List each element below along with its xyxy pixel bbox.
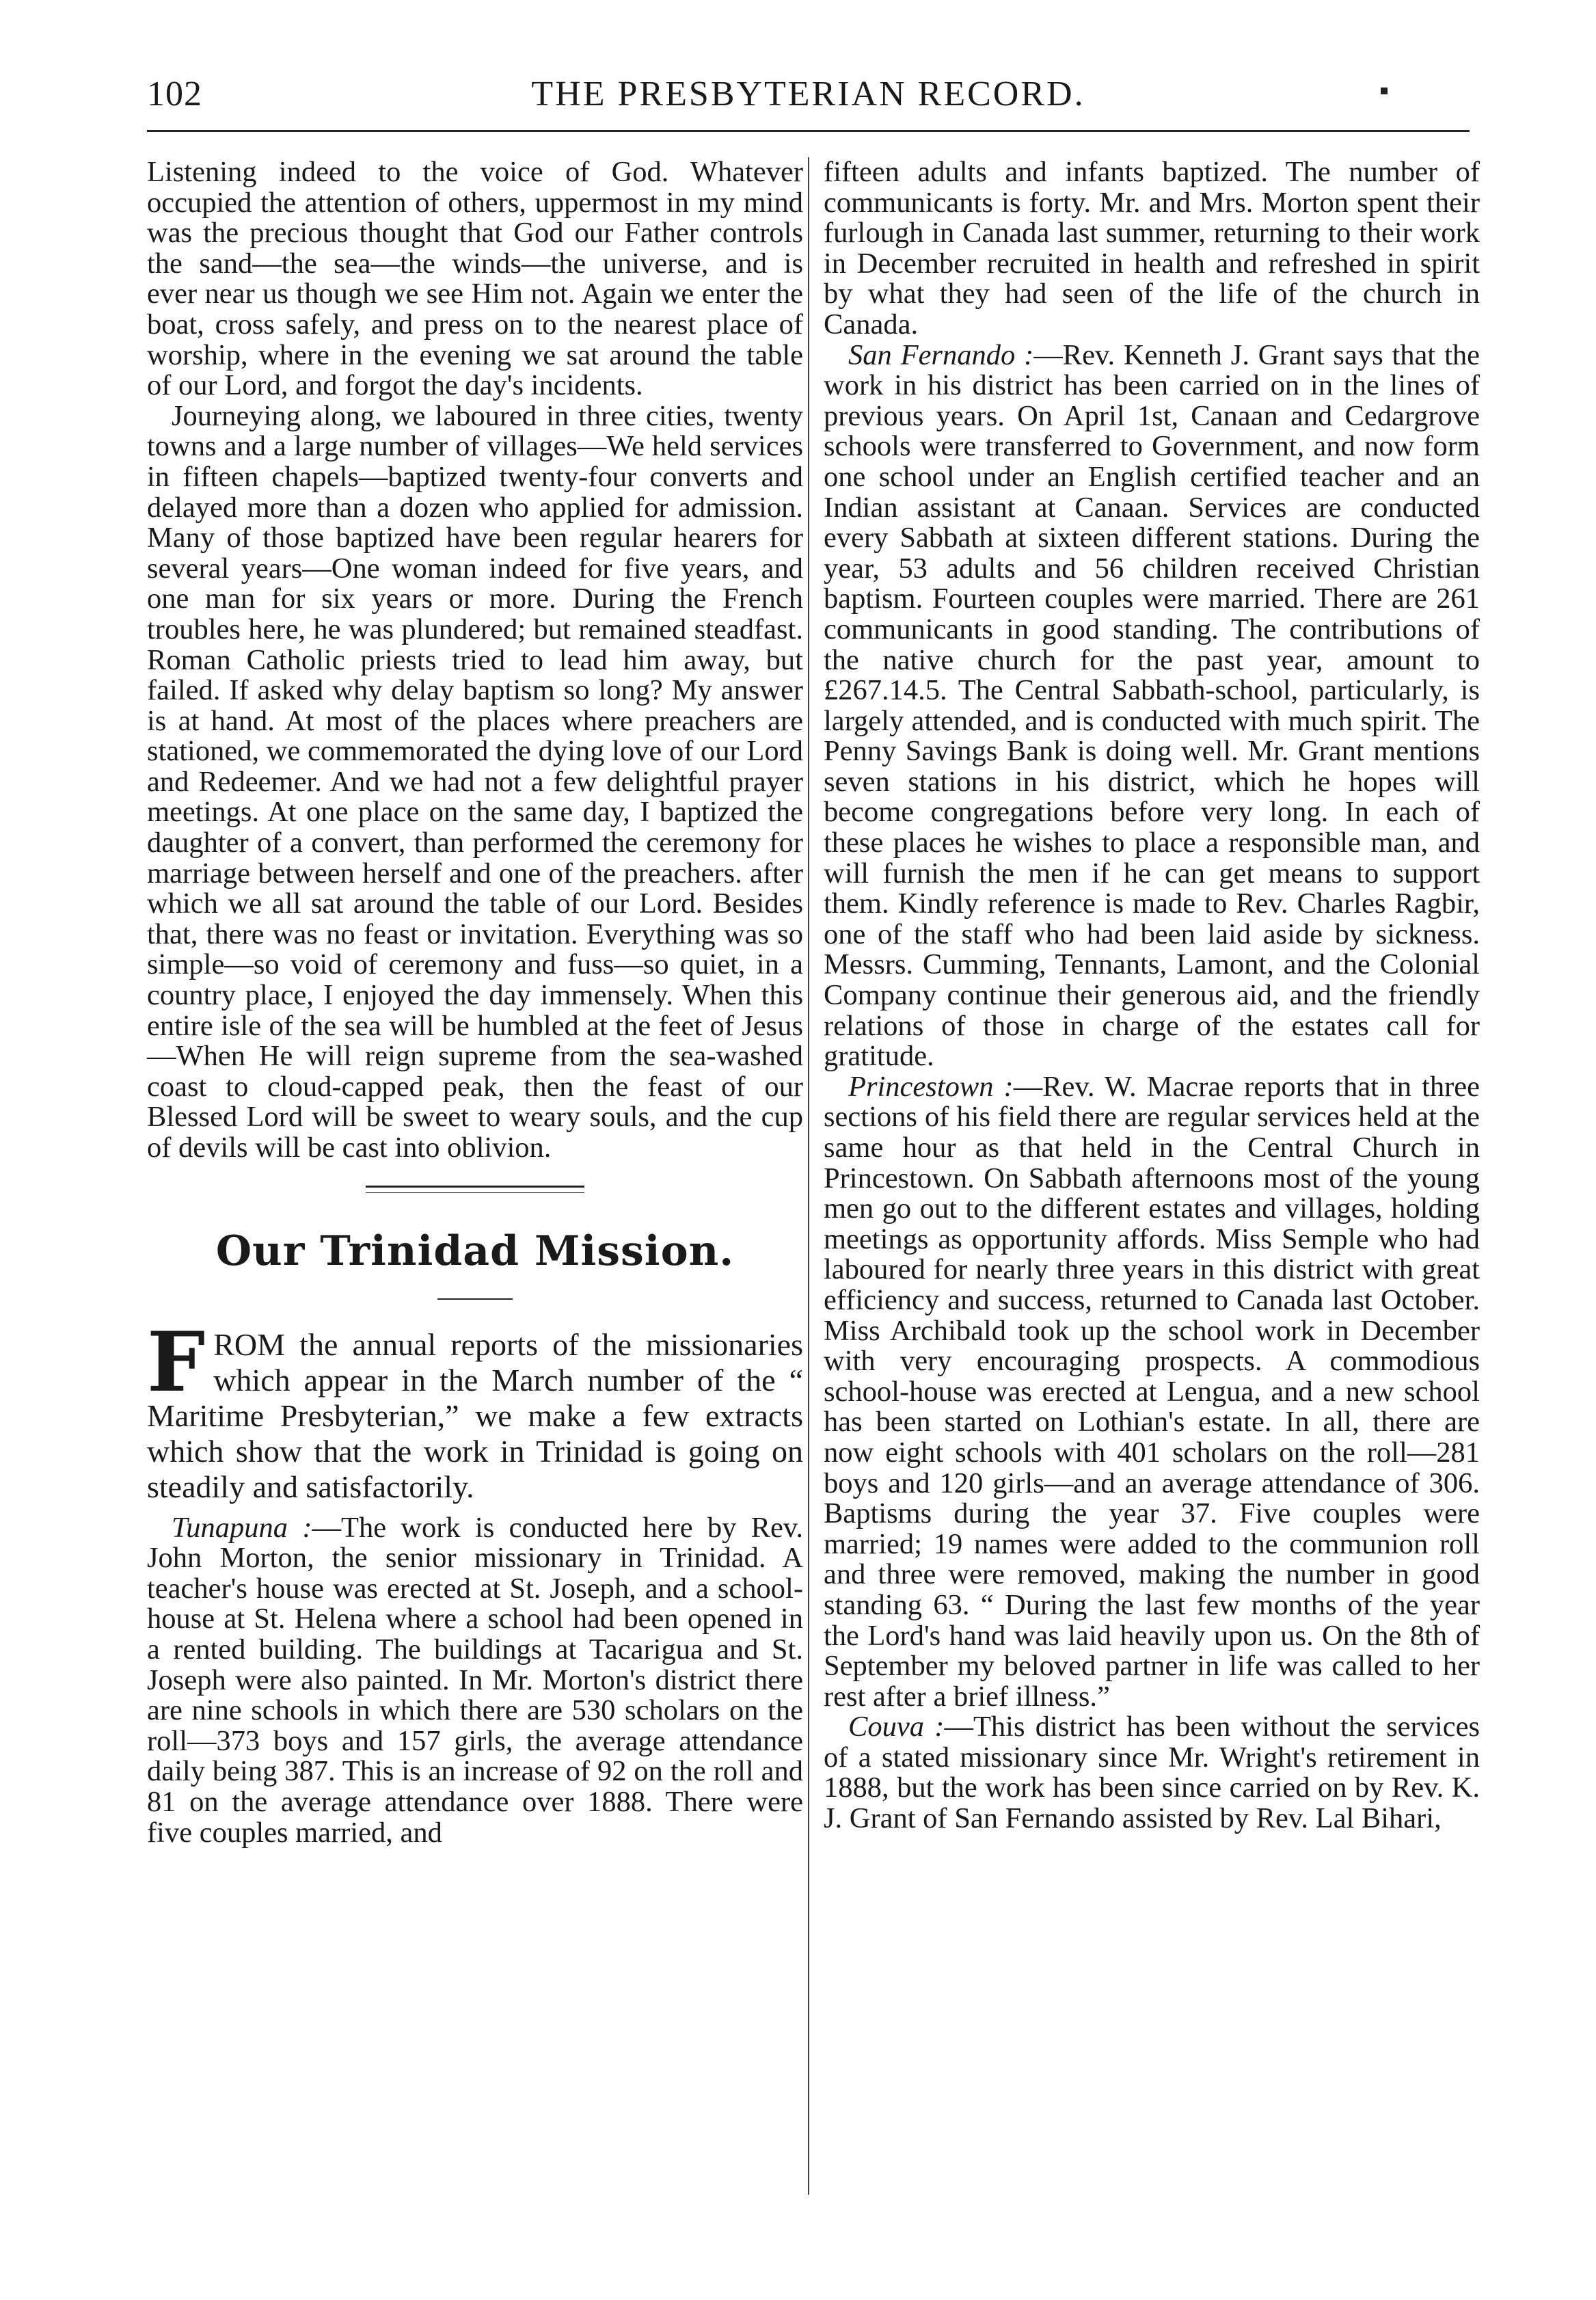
princestown-text: —Rev. W. Macrae reports that in three sections of his field there are regular services held at the same hour as that held in the Central Church in Princestown. On Sabbath afternoons most of the young men go out to the different estates and villages, holding meetings as opportunity affords. Miss Semple who had laboured for nearly three years in this district with great efficiency and success, returned to Canada last October. Miss Archibald took up the school work in December with very encouraging prospects. A commodious school-house was erected at Lengua, and a new school has been started on Lothian's estate. In all, there are now eight schools with 401 scholars on the roll—281 boys and 120 girls—and an average attendance of 306. Baptisms during the year 37. Five couples were married; 19 names were added to the communion roll and three were removed, making the number in good standing 63. “ During the last few months of the year the Lord's hand was laid heavily upon us. On the 8th of September my beloved partner in life was called to her rest after a brief illness.” <box>824 1070 1480 1713</box>
couva-text: —This district has been without the services of a stated missionary since Mr. Wright's retirement in 1888, but the work has been since carried on by Rev. K. J. Grant of San Fernando assisted by Rev. Lal Bihari, <box>824 1711 1480 1835</box>
drop-cap: F <box>147 1313 206 1410</box>
right-column <box>824 157 1480 1834</box>
section-divider <box>366 1186 584 1193</box>
paragraph-princestown <box>824 1072 1480 1712</box>
tunapuna-text: —The work is conducted here by Rev. John Morton, the senior missionary in Trinidad. A teacher's house was erected at St. Joseph, and a school-house at St. Helena where a school had been opened in a rented building. The buildings at Tacarigua and St. Joseph were also painted. In Mr. Morton's district there are nine schools in which there are 530 scholars on the roll—373 boys and 157 girls, the average attendance daily being 387. This is an increase of 92 on the roll and 81 on the average attendance over 1888. There were five couples married, and <box>147 1511 804 1849</box>
page-number: 102 <box>147 75 202 113</box>
page-header <box>147 68 1470 132</box>
journal-title: THE PRESBYTERIAN RECORD. <box>531 75 1085 113</box>
paragraph-journeying: Journeying along, we laboured in three cities, twenty towns and a large number of villages—We held services in fifteen chapels—baptized twenty-four converts and delayed more than a dozen who applied for admission. Many of those baptized have been regular hearers for several years—One woman indeed for five years, and one man for six years or more. During the French troubles here, he was plundered; but remained steadfast. Roman Catholic priests tried to lead him away, but failed. If asked why delay baptism so long? My answer is at hand. At most of the places where preachers are stationed, we commemorated the dying love of our Lord and Redeemer. And we had not a few delightful prayer meetings. At one place on the same day, I baptized the daughter of a convert, than performed the ceremony for marriage between herself and one of the preachers. after which we all sat around the table of our Lord. Besides that, there was no feast or invitation. Everything was so simple—so void of ceremony and fuss—so quiet, in a country place, I enjoyed the day immensely. When this entire isle of the sea will be humbled at the feet of Jesus—When He will reign supreme from the sea-washed coast to cloud-capped peak, then the feast of our Blessed Lord will be sweet to weary souls, and the cup of devils will be cast into oblivion. <box>147 399 803 1164</box>
morton-text-b: Mr. and Mrs. Morton spent their furlough in Canada last summer, returning to their work in December recruited in health and refreshed in spirit by what they had seen of the life of the church in Canada. <box>824 186 1480 340</box>
station-label-couva: Couva : <box>848 1711 945 1743</box>
paragraph-tunapuna <box>147 1513 803 1849</box>
paragraph-san-fernando <box>824 340 1480 1072</box>
intro-body: the annual reports of the missionaries which appear in the March number of the “ Maritime Presbyterian,” we make a few extracts which show that the work in Trinidad is going on steadily and satisfactorily. <box>147 1326 803 1504</box>
station-label-tunapuna: Tunapuna : <box>172 1511 312 1544</box>
column-divider <box>808 157 809 2195</box>
paragraph-morton-continued <box>824 157 1480 340</box>
intro-lead-word: ROM <box>213 1326 286 1362</box>
san-fernando-text: —Rev. Kenneth J. Grant says that the work in his district has been carried on in the lines of previous years. On April 1st, Canaan and Cedargrove schools were transferred to Government, and now form one school under an English certified teacher and an Indian assistant at Canaan. Services are conducted every Sabbath at sixteen different stations. During the year, 53 adults and 56 children received Christian baptism. Fourteen couples were married. There are 261 communicants in good standing. The contributions of the native church for the past year, amount to £267.14.5. The Central Sabbath-school, particularly, is largely attended, and is conducted with much spirit. The Penny Savings Bank is doing well. Mr. Grant mentions seven stations in his district, which he hopes will become congregations before very long. In each of these places he wishes to place a responsible man, and will furnish the men if he can get means to support them. Kindly reference is made to Rev. Charles Ragbir, one of the staff who had been laid aside by sickness. Messrs. Cumming, Tennants, Lamont, and the Colonial Company continue their generous aid, and the friendly relations of those in charge of the estates call for gratitude. <box>824 338 1480 1073</box>
station-label-san-fernando: San Fernando : <box>848 338 1034 371</box>
morton-text-a: fifteen adults and infants baptized. The number of communicants is forty. <box>824 156 1480 219</box>
title-underline <box>437 1298 513 1300</box>
paragraph-continuation: Listening indeed to the voice of God. Whatever occupied the attention of others, uppermost in my mind was the precious thought that God our Father controls the sand—the sea—the winds—the universe, and is ever near us though we see Him not. Again we enter the boat, cross safely, and press on to the nearest place of worship, where in the evening we sat around the table of our Lord, and forgot the day's incidents. <box>147 156 803 402</box>
header-dot-ornament <box>1381 88 1388 94</box>
paragraph-couva <box>824 1712 1480 1834</box>
station-label-princestown: Princestown : <box>848 1070 1014 1103</box>
intro-paragraph <box>147 1313 803 1505</box>
section-title: Our Trinidad Mission. <box>215 1227 735 1275</box>
left-column <box>147 157 803 1848</box>
